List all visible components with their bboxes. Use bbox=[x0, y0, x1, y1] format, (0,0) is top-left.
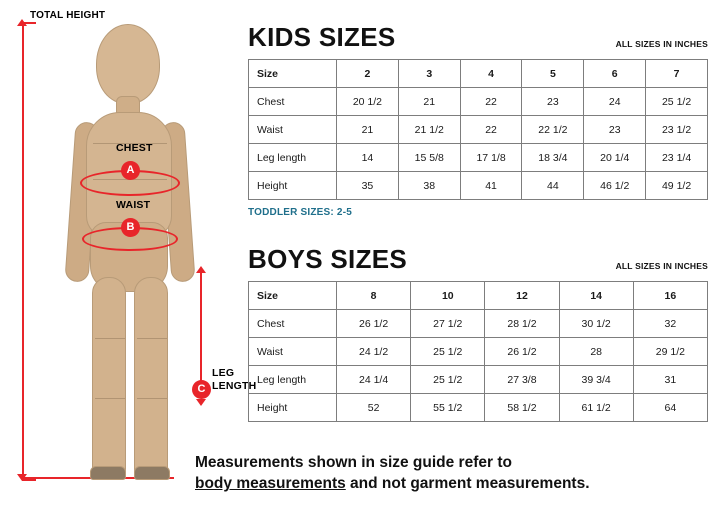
boys-chest-12: 28 1/2 bbox=[485, 310, 559, 338]
kids-waist-7: 23 1/2 bbox=[646, 116, 708, 144]
kids-section-header bbox=[248, 22, 708, 53]
kids-title: KIDS SIZES bbox=[248, 22, 396, 52]
table-row bbox=[249, 394, 708, 422]
footer-underlined-text: body measurements bbox=[195, 475, 346, 492]
kids-chest-6: 24 bbox=[584, 88, 646, 116]
kids-row-leglength-label: Leg length bbox=[249, 144, 337, 172]
leg-length-label-line1: LEG bbox=[212, 367, 235, 379]
boys-height-12: 58 1/2 bbox=[485, 394, 559, 422]
leg-length-arrow-down-icon bbox=[196, 399, 206, 406]
total-height-arrow-up-icon bbox=[17, 19, 27, 26]
kids-chest-4: 22 bbox=[460, 88, 522, 116]
kids-height-3: 38 bbox=[398, 172, 460, 200]
mannequin-figure-panel bbox=[0, 0, 257, 523]
leg-seam bbox=[137, 398, 167, 399]
boys-col-16: 16 bbox=[633, 282, 707, 310]
boys-chest-10: 27 1/2 bbox=[411, 310, 485, 338]
leg-seam bbox=[137, 338, 167, 339]
kids-sizes-table bbox=[248, 59, 708, 200]
kids-waist-4: 22 bbox=[460, 116, 522, 144]
boys-units-note: ALL SIZES IN INCHES bbox=[615, 261, 708, 271]
kids-chest-2: 20 1/2 bbox=[337, 88, 399, 116]
mannequin-body bbox=[58, 22, 208, 482]
leg-length-line bbox=[200, 273, 202, 383]
kids-units-note: ALL SIZES IN INCHES bbox=[615, 39, 708, 49]
kids-leg-2: 14 bbox=[337, 144, 399, 172]
leg-seam bbox=[95, 398, 125, 399]
boys-col-8: 8 bbox=[337, 282, 411, 310]
boys-waist-12: 26 1/2 bbox=[485, 338, 559, 366]
boys-height-14: 61 1/2 bbox=[559, 394, 633, 422]
kids-waist-3: 21 1/2 bbox=[398, 116, 460, 144]
waist-label: WAIST bbox=[116, 199, 151, 211]
boys-leg-14: 39 3/4 bbox=[559, 366, 633, 394]
boys-leg-8: 24 1/4 bbox=[337, 366, 411, 394]
kids-waist-2: 21 bbox=[337, 116, 399, 144]
kids-col-5: 5 bbox=[522, 60, 584, 88]
kids-height-4: 41 bbox=[460, 172, 522, 200]
leg-length-label-line2: LENGTH bbox=[212, 380, 257, 392]
waist-badge-b: B bbox=[121, 218, 140, 237]
chest-badge-a: A bbox=[121, 161, 140, 180]
boys-sizes-section bbox=[248, 244, 708, 422]
kids-waist-6: 23 bbox=[584, 116, 646, 144]
size-tables-area bbox=[248, 0, 720, 523]
boys-col-10: 10 bbox=[411, 282, 485, 310]
footer-note bbox=[195, 452, 715, 494]
kids-col-4: 4 bbox=[460, 60, 522, 88]
kids-waist-5: 22 1/2 bbox=[522, 116, 584, 144]
boys-section-header bbox=[248, 244, 708, 275]
kids-leg-7: 23 1/4 bbox=[646, 144, 708, 172]
total-height-bracket bbox=[22, 22, 36, 481]
boys-leg-10: 25 1/2 bbox=[411, 366, 485, 394]
leg-seam bbox=[95, 338, 125, 339]
boys-height-8: 52 bbox=[337, 394, 411, 422]
footer-line-1: Measurements shown in size guide refer to bbox=[195, 454, 512, 471]
boys-waist-16: 29 1/2 bbox=[633, 338, 707, 366]
kids-chest-5: 23 bbox=[522, 88, 584, 116]
boys-row-waist-label: Waist bbox=[249, 338, 337, 366]
mannequin-head bbox=[96, 24, 160, 104]
boys-leg-16: 31 bbox=[633, 366, 707, 394]
table-row bbox=[249, 88, 708, 116]
kids-height-6: 46 1/2 bbox=[584, 172, 646, 200]
kids-col-6: 6 bbox=[584, 60, 646, 88]
boys-waist-14: 28 bbox=[559, 338, 633, 366]
table-row bbox=[249, 116, 708, 144]
boys-sizes-table bbox=[248, 281, 708, 422]
kids-leg-6: 20 1/4 bbox=[584, 144, 646, 172]
kids-col-size: Size bbox=[249, 60, 337, 88]
leg-length-badge-c: C bbox=[192, 380, 211, 399]
mannequin-right-foot bbox=[134, 466, 170, 480]
kids-height-7: 49 1/2 bbox=[646, 172, 708, 200]
boys-waist-10: 25 1/2 bbox=[411, 338, 485, 366]
kids-leg-5: 18 3/4 bbox=[522, 144, 584, 172]
kids-leg-4: 17 1/8 bbox=[460, 144, 522, 172]
boys-row-leglength-label: Leg length bbox=[249, 366, 337, 394]
table-row bbox=[249, 172, 708, 200]
boys-leg-12: 27 3/8 bbox=[485, 366, 559, 394]
boys-col-12: 12 bbox=[485, 282, 559, 310]
kids-height-5: 44 bbox=[522, 172, 584, 200]
kids-row-chest-label: Chest bbox=[249, 88, 337, 116]
boys-height-10: 55 1/2 bbox=[411, 394, 485, 422]
kids-col-7: 7 bbox=[646, 60, 708, 88]
mannequin-left-foot bbox=[90, 466, 126, 480]
boys-chest-14: 30 1/2 bbox=[559, 310, 633, 338]
leg-length-arrow-up-icon bbox=[196, 266, 206, 273]
boys-height-16: 64 bbox=[633, 394, 707, 422]
boys-col-size: Size bbox=[249, 282, 337, 310]
footer-line-2-rest: and not garment measurements. bbox=[345, 475, 590, 492]
mannequin-right-leg bbox=[134, 277, 168, 477]
boys-waist-8: 24 1/2 bbox=[337, 338, 411, 366]
boys-chest-16: 32 bbox=[633, 310, 707, 338]
kids-height-2: 35 bbox=[337, 172, 399, 200]
boys-row-height-label: Height bbox=[249, 394, 337, 422]
kids-col-2: 2 bbox=[337, 60, 399, 88]
table-row bbox=[249, 144, 708, 172]
table-row bbox=[249, 338, 708, 366]
kids-row-height-label: Height bbox=[249, 172, 337, 200]
kids-row-waist-label: Waist bbox=[249, 116, 337, 144]
table-row bbox=[249, 310, 708, 338]
kids-leg-3: 15 5/8 bbox=[398, 144, 460, 172]
table-header-row bbox=[249, 282, 708, 310]
kids-chest-3: 21 bbox=[398, 88, 460, 116]
toddler-sizes-note: TODDLER SIZES: 2-5 bbox=[248, 207, 352, 218]
kids-col-3: 3 bbox=[398, 60, 460, 88]
total-height-label: TOTAL HEIGHT bbox=[30, 10, 106, 21]
boys-col-14: 14 bbox=[559, 282, 633, 310]
table-row bbox=[249, 366, 708, 394]
boys-row-chest-label: Chest bbox=[249, 310, 337, 338]
chest-label: CHEST bbox=[116, 142, 153, 154]
boys-chest-8: 26 1/2 bbox=[337, 310, 411, 338]
boys-title: BOYS SIZES bbox=[248, 244, 408, 274]
mannequin-left-leg bbox=[92, 277, 126, 477]
kids-chest-7: 25 1/2 bbox=[646, 88, 708, 116]
table-header-row bbox=[249, 60, 708, 88]
kids-sizes-section bbox=[248, 22, 708, 218]
